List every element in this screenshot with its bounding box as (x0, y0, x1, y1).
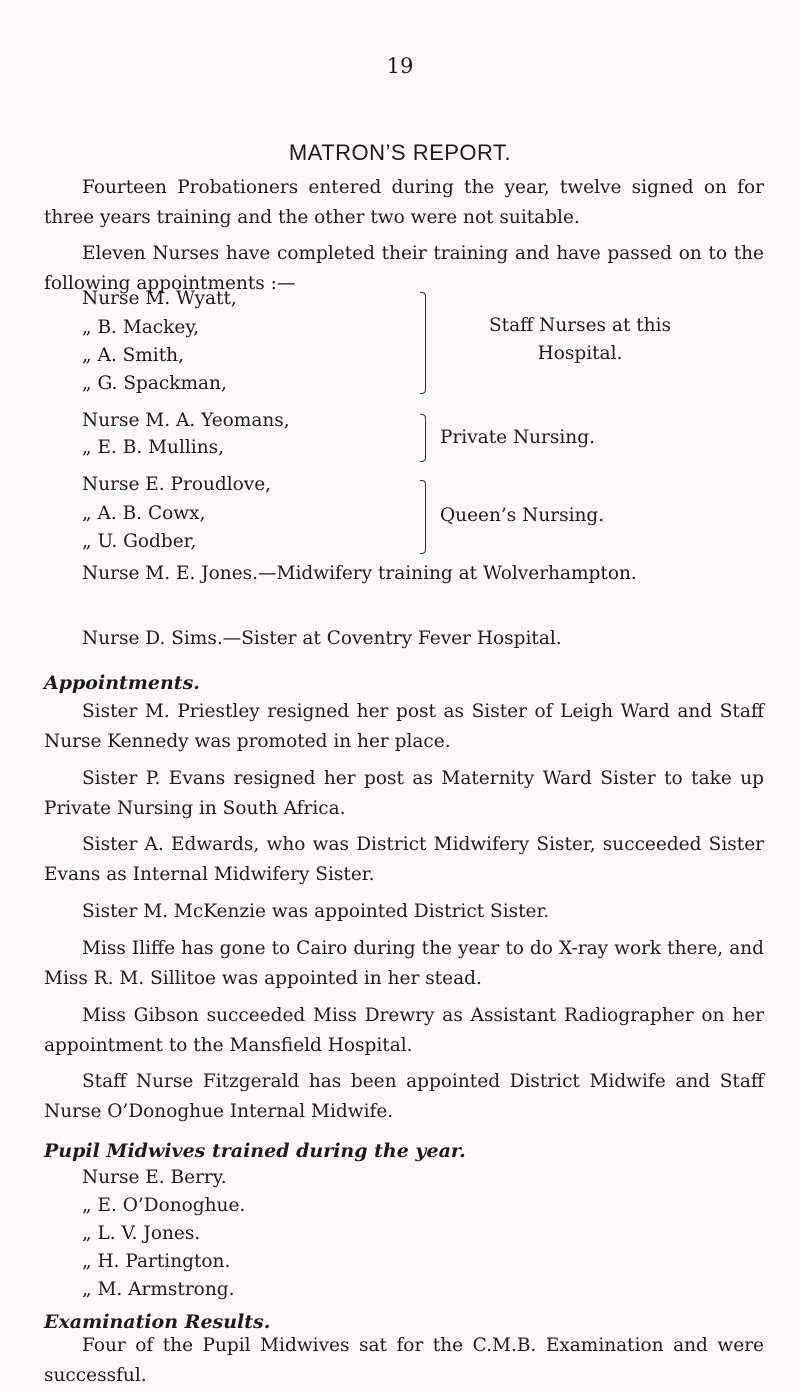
group3-label: Queen’s Nursing. (440, 505, 605, 526)
list-item: „ M. Armstrong. (82, 1279, 235, 1300)
appointment-paragraph: Miss Gibson succeeded Miss Drewry as Assistant Radiographer on her appointment to the Mansfield Hospital. (44, 1005, 764, 1056)
list-item: „ H. Partington. (82, 1251, 231, 1272)
list-item: „ U. Godber, (82, 531, 197, 552)
appointments-heading: Appointments. (44, 672, 200, 694)
list-item: „ A. B. Cowx, (82, 503, 206, 524)
midwives-heading: Pupil Midwives trained during the year. (44, 1140, 466, 1162)
probationers-paragraph: Fourteen Probationers entered during the year, twelve signed on for three years training and the other two were not suitable. (44, 177, 764, 228)
jones-entry: Nurse M. E. Jones.—Midwifery training at Wolverhampton. (82, 563, 637, 584)
list-item: „ B. Mackey, (82, 317, 200, 338)
group1-label-1: Staff Nurses at this (488, 315, 672, 336)
list-item: „ L. V. Jones. (82, 1223, 201, 1244)
appointment-paragraph: Staff Nurse Fitzgerald has been appointed District Midwife and Staff Nurse O’Donoghue Internal Midwife. (44, 1071, 764, 1122)
list-item: Nurse E. Berry. (82, 1167, 227, 1188)
list-item: „ A. Smith, (82, 345, 184, 366)
completed-paragraph: Eleven Nurses have completed their training and have passed on to the following appointments :— (44, 243, 764, 294)
appointment-paragraph: Sister A. Edwards, who was District Midwifery Sister, succeeded Sister Evans as Internal Midwifery Sister. (44, 834, 764, 885)
exam-paragraph: Four of the Pupil Midwives sat for the C.M.B. Examination and were successful. (44, 1335, 764, 1386)
list-item: Nurse M. Wyatt, (82, 288, 237, 309)
list-item: „ G. Spackman, (82, 373, 227, 394)
appointment-paragraph: Sister M. McKenzie was appointed District Sister. (82, 901, 550, 922)
appointment-paragraph: Miss Iliffe has gone to Cairo during the year to do X-ray work there, and Miss R. M. Sillitoe was appointed in her stead. (44, 938, 764, 989)
exam-heading: Examination Results. (44, 1311, 271, 1333)
brace-group3 (420, 480, 426, 554)
page-number: 19 (386, 54, 414, 78)
group2-label: Private Nursing. (440, 427, 595, 448)
brace-group2 (420, 414, 426, 462)
report-title: MATRON’S REPORT. (288, 140, 512, 165)
list-item: Nurse E. Proudlove, (82, 474, 272, 495)
appointment-paragraph: Sister P. Evans resigned her post as Maternity Ward Sister to take up Private Nursing in South Africa. (44, 768, 764, 819)
sims-entry: Nurse D. Sims.—Sister at Coventry Fever Hospital. (82, 628, 562, 649)
list-item: „ E. B. Mullins, (82, 437, 224, 458)
list-item: „ E. O’Donoghue. (82, 1195, 246, 1216)
brace-group1 (420, 292, 426, 394)
appointment-paragraph: Sister M. Priestley resigned her post as Sister of Leigh Ward and Staff Nurse Kennedy was promoted in her place. (44, 701, 764, 752)
list-item: Nurse M. A. Yeomans, (82, 410, 290, 431)
group1-label-2: Hospital. (537, 343, 623, 364)
